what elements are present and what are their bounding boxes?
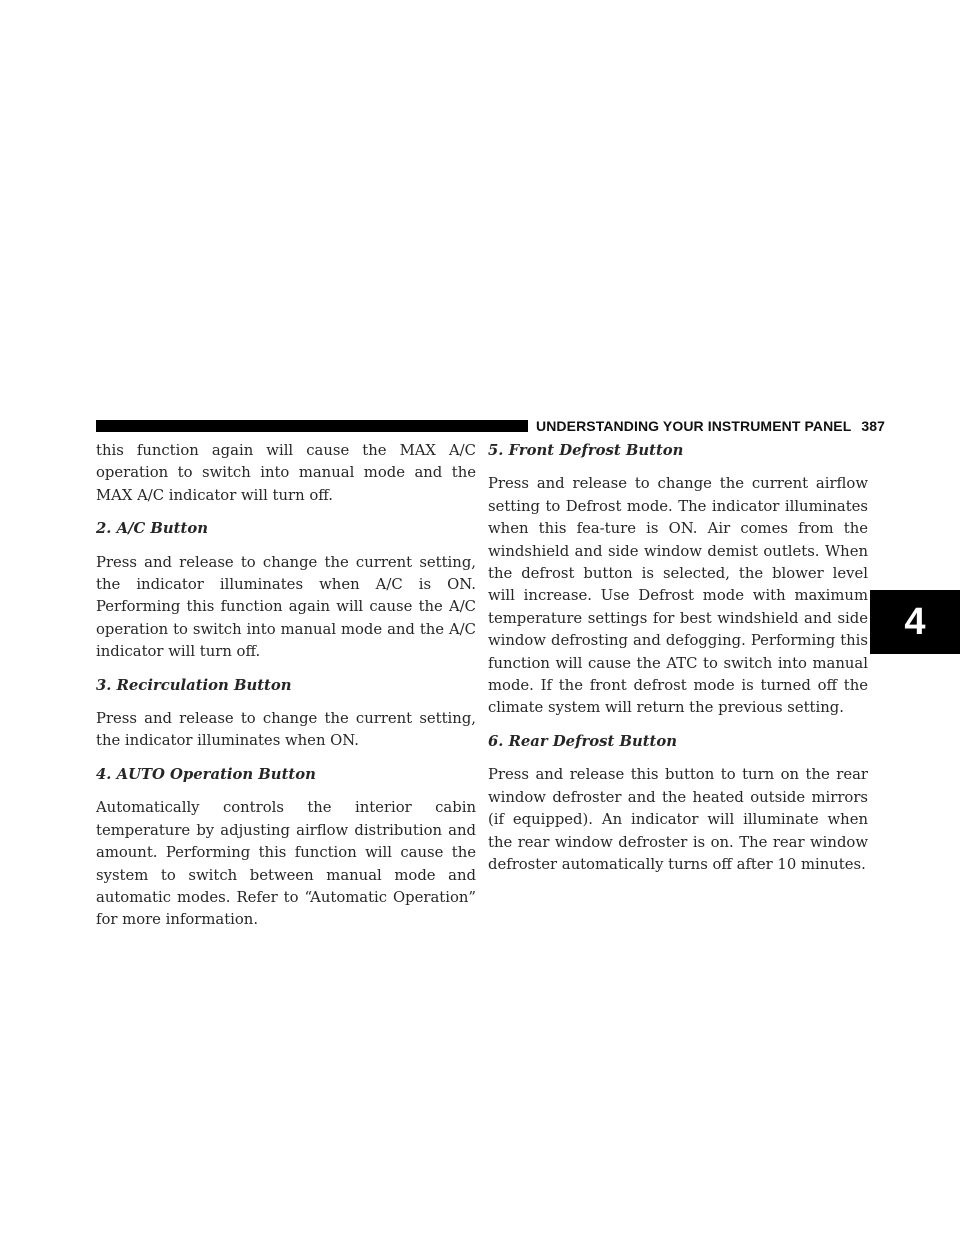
section-heading-ac-button: 2. A/C Button bbox=[96, 520, 208, 538]
section-heading-recirculation-button: 3. Recirculation Button bbox=[96, 676, 292, 694]
page-number: 387 bbox=[861, 418, 886, 434]
section-body-ac-button: Press and release to change the current setting, the indicator illuminates when A/C is ON. Performing this function again will cause the A/C operation to switch into manual mode and the A/C indicator will turn off. bbox=[96, 553, 476, 661]
header-title: UNDERSTANDING YOUR INSTRUMENT PANEL bbox=[536, 418, 852, 434]
section-heading-rear-defrost-button: 6. Rear Defrost Button bbox=[488, 732, 677, 750]
chapter-tab: 4 bbox=[870, 590, 960, 654]
continuation-paragraph: this function again will cause the MAX A/C operation to switch into manual mode and the MAX A/C indicator will turn off. bbox=[96, 442, 476, 504]
section-body-rear-defrost-button: Press and release this button to turn on the rear window defroster and the heated outside mirrors (if equipped). An indicator will illuminate when the rear window defroster is on. The rear window defroster automatically turns off after 10 minutes. bbox=[488, 766, 868, 873]
right-column bbox=[488, 440, 868, 887]
section-body-recirculation-button: Press and release to change the current setting, the indicator illuminates when ON. bbox=[96, 710, 476, 750]
section-body-auto-operation-button: Automatically controls the interior cabin temperature by adjusting airflow distribution and amount. Performing this function will cause the system to switch between manual mode and automatic modes. Refer to “Automatic Operation” for more information. bbox=[96, 799, 476, 929]
section-body-front-defrost-button: Press and release to change the current airflow setting to Defrost mode. The indicator illuminates when this fea-ture is ON. Air comes from the windshield and side window demist outlets. When the defrost button is selected, the blower level will increase. Use Defrost mode with maximum temperature settings for best windshield and side window defrosting and defogging. Performing this function will cause the ATC to switch into manual mode. If the front defrost mode is turned off the climate system will return the previous setting. bbox=[488, 475, 868, 717]
left-column bbox=[96, 440, 476, 943]
header-rule-bar bbox=[96, 420, 528, 432]
section-heading-front-defrost-button: 5. Front Defrost Button bbox=[488, 442, 684, 459]
running-header bbox=[536, 418, 885, 434]
section-heading-auto-operation-button: 4. AUTO Operation Button bbox=[96, 765, 316, 783]
